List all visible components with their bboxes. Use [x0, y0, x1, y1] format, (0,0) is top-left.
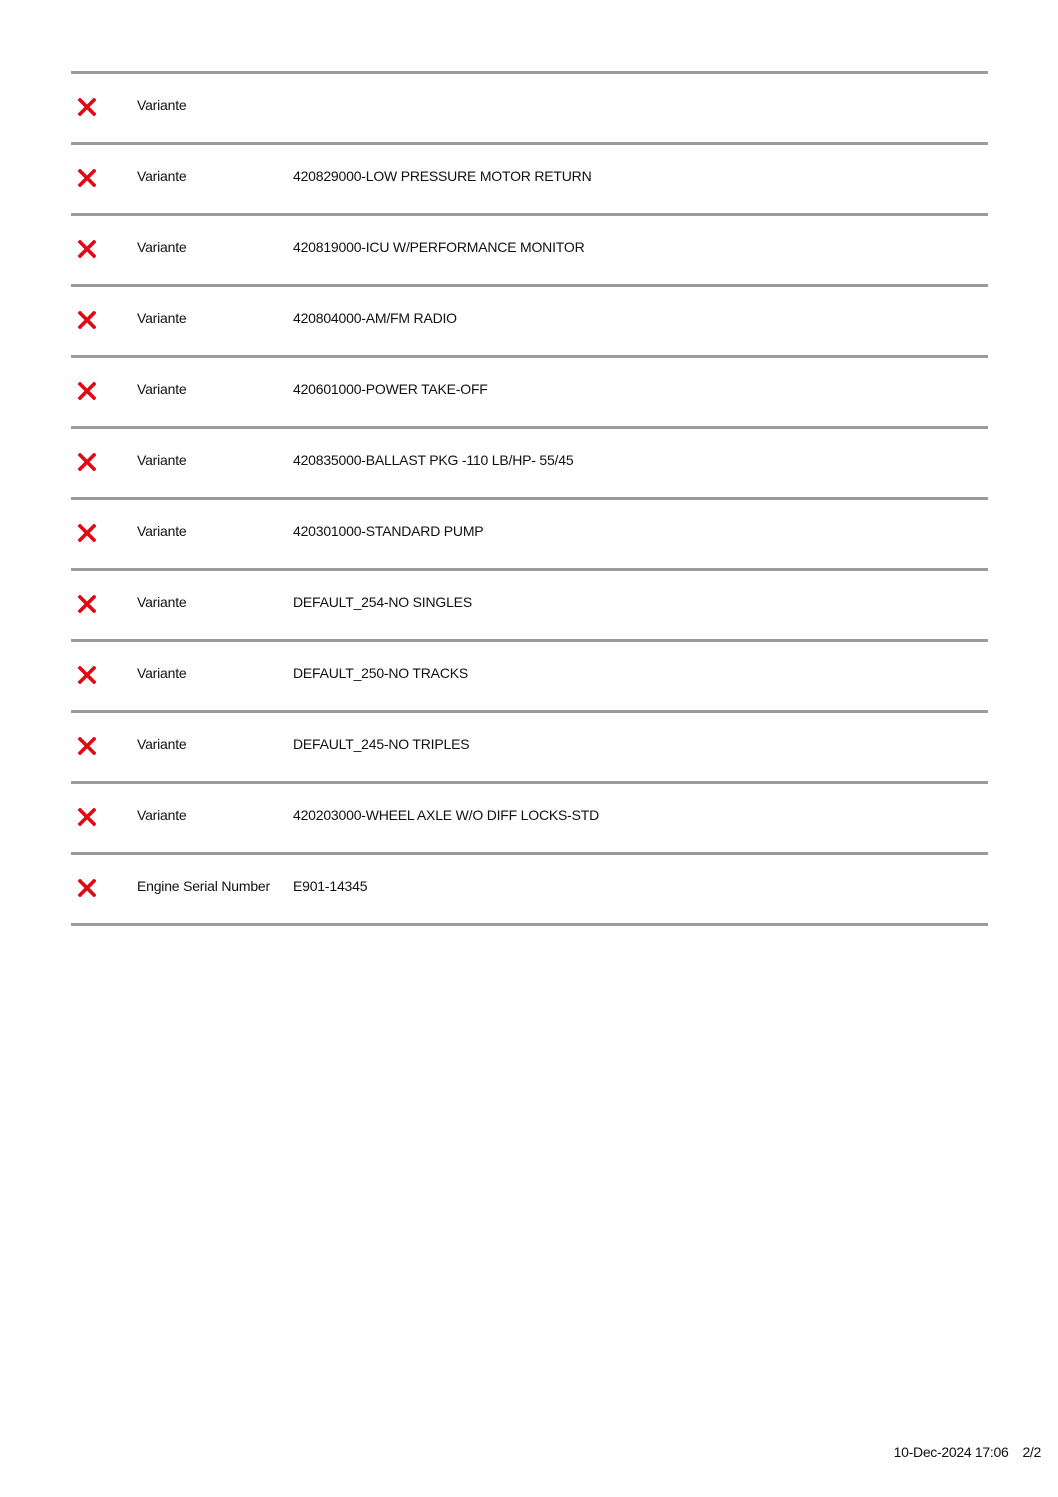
table-row	[71, 145, 988, 216]
cross-icon	[78, 737, 96, 755]
footer-timestamp: 10-Dec-2024 17:06	[893, 1444, 1009, 1460]
row-label: Variante	[137, 594, 187, 610]
table-row	[71, 216, 988, 287]
table-row	[71, 855, 988, 926]
cross-icon	[78, 98, 96, 116]
table-row	[71, 358, 988, 429]
table-row	[71, 784, 988, 855]
row-value: 420829000-LOW PRESSURE MOTOR RETURN	[293, 168, 592, 184]
results-table	[71, 71, 988, 926]
table-row	[71, 429, 988, 500]
row-label: Variante	[137, 523, 187, 539]
row-label: Variante	[137, 239, 187, 255]
page-footer	[894, 1444, 1041, 1460]
row-label: Variante	[137, 452, 187, 468]
row-value: DEFAULT_254-NO SINGLES	[293, 594, 472, 610]
row-value: 420804000-AM/FM RADIO	[293, 310, 457, 326]
row-value: 420835000-BALLAST PKG -110 LB/HP- 55/45	[293, 452, 574, 468]
cross-icon	[78, 595, 96, 613]
cross-icon	[78, 808, 96, 826]
row-value: DEFAULT_245-NO TRIPLES	[293, 736, 470, 752]
cross-icon	[78, 524, 96, 542]
table-row	[71, 571, 988, 642]
table-row	[71, 642, 988, 713]
cross-icon	[78, 453, 96, 471]
row-label: Variante	[137, 736, 187, 752]
row-value: 420301000-STANDARD PUMP	[293, 523, 484, 539]
row-label: Variante	[137, 168, 187, 184]
row-value: 420601000-POWER TAKE-OFF	[293, 381, 488, 397]
row-value: DEFAULT_250-NO TRACKS	[293, 665, 469, 681]
cross-icon	[78, 240, 96, 258]
row-label: Variante	[137, 665, 187, 681]
table-row	[71, 74, 988, 145]
row-label: Variante	[137, 97, 187, 113]
row-label: Variante	[137, 310, 187, 326]
cross-icon	[78, 311, 96, 329]
cross-icon	[78, 169, 96, 187]
row-value: 420819000-ICU W/PERFORMANCE MONITOR	[293, 239, 585, 255]
cross-icon	[78, 879, 96, 897]
page-number: 2/2	[1022, 1444, 1041, 1460]
table-row	[71, 287, 988, 358]
cross-icon	[78, 382, 96, 400]
row-value: 420203000-WHEEL AXLE W/O DIFF LOCKS-STD	[293, 807, 600, 823]
table-row	[71, 713, 988, 784]
row-label: Engine Serial Number	[137, 878, 270, 894]
cross-icon	[78, 666, 96, 684]
row-value: E901-14345	[293, 878, 368, 894]
table-row	[71, 500, 988, 571]
row-label: Variante	[137, 807, 187, 823]
row-label: Variante	[137, 381, 187, 397]
